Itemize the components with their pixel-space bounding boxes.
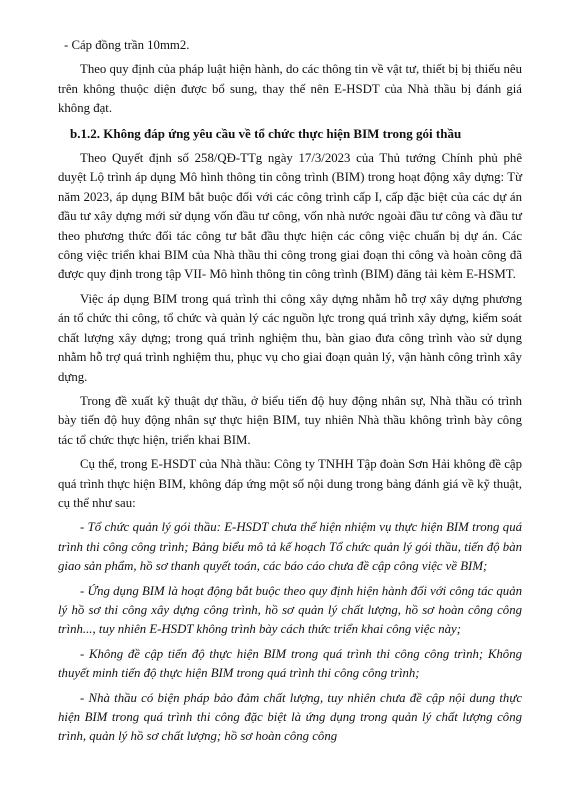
paragraph-legal-note: Theo quy định của pháp luật hiện hành, do các thông tin về vật tư, thiết bị bị thiếu nêu trên không thuộc diện được bổ sung, thay thế nên E-HSDT của Nhà thầu bị đánh giá không đạt. — [58, 62, 522, 116]
italic-item-quality-assurance: - Nhà thầu có biện pháp bảo đảm chất lượng, tuy nhiên chưa đề cập nội dung thực hiện BIM trong quá trình thi công đặc biệt là ứng dụng trong quản lý chất lượng công trình, quản lý hồ sơ chất lượng; hồ sơ hoàn công công — [58, 690, 522, 744]
paragraph-technical-proposal: Trong đề xuất kỹ thuật dự thầu, ở biểu tiến độ huy động nhân sự, Nhà thầu có trình bày tiến độ huy động nhân sự thực hiện BIM, tuy nhiên Nhà thầu không trình bày công tác tổ chức thực hiện, triển khai BIM. — [58, 393, 522, 447]
paragraph-decision-258: Theo Quyết định số 258/QĐ-TTg ngày 17/3/2023 của Thủ tướng Chính phủ phê duyệt Lộ trình áp dụng Mô hình thông tin công trình (BIM) trong hoạt động xây dựng: Từ năm 2023, áp dụng BIM bắt buộc đối với các công trình cấp I, cấp đặc biệt của các dự án đầu tư xây dựng mới sử dụng vốn đầu tư công, vốn nhà nước ngoài đầu tư công và đầu tư theo phương thức đối tác công tư bắt đầu thực hiện các công việc chuẩn bị dự án. Các công việc triển khai BIM của Nhà thầu thi công trong giai đoạn thi công và hoàn công đã được quy định trong tập VII- Mô hình thông tin công trình (BIM) đăng tải kèm E-HSMT. — [58, 151, 522, 282]
paragraph-cable-item: - Cáp đồng trần 10mm2. — [64, 38, 190, 52]
italic-item-bim-mandatory: - Ứng dụng BIM là hoạt động bắt buộc theo quy định hiện hành đối với công tác quản lý hồ sơ thi công xây dựng công trình, hồ sơ quản lý chất lượng, hồ sơ hoàn công công trình..., tuy nhiên E-HSDT không trình bày cách thức triển khai công việc này; — [58, 583, 522, 637]
italic-item-package-management: - Tổ chức quản lý gói thầu: E-HSDT chưa thể hiện nhiệm vụ thực hiện BIM trong quá trình thi công công trình; Bảng biểu mô tả kế hoạch Tổ chức quản lý gói thầu, tiến độ bàn giao sản phẩm, hồ sơ thanh quyết toán, các báo cáo chưa đề cập công việc về BIM; — [58, 520, 522, 574]
paragraph-bim-application: Việc áp dụng BIM trong quá trình thi công xây dựng nhằm hỗ trợ xây dựng phương án tổ chức thi công, tổ chức và quản lý các nguồn lực trong quá trình xây dựng, kiểm soát chất lượng xây dựng; trong quá trình nghiệm thu, bàn giao đưa công trình vào sử dụng nhằm hỗ trợ quá trình nghiệm thu, phục vụ cho giai đoạn quản lý, vận hành công trình xây dựng. — [58, 291, 522, 384]
italic-item-bim-schedule: - Không đề cập tiến độ thực hiện BIM trong quá trình thi công công trình; Không thuyết minh tiến độ thực hiện BIM trong quá trình thi công công trình; — [58, 646, 522, 681]
section-heading-bim: b.1.2. Không đáp ứng yêu cầu về tổ chức thực hiện BIM trong gói thầu — [70, 125, 462, 141]
paragraph-specifics: Cụ thể, trong E-HSDT của Nhà thầu: Công ty TNHH Tập đoàn Sơn Hải không đề cập quá trình thực hiện BIM, không đáp ứng một số nội dung trong bảng đánh giá về kỹ thuật, cụ thể như sau: — [58, 457, 522, 510]
